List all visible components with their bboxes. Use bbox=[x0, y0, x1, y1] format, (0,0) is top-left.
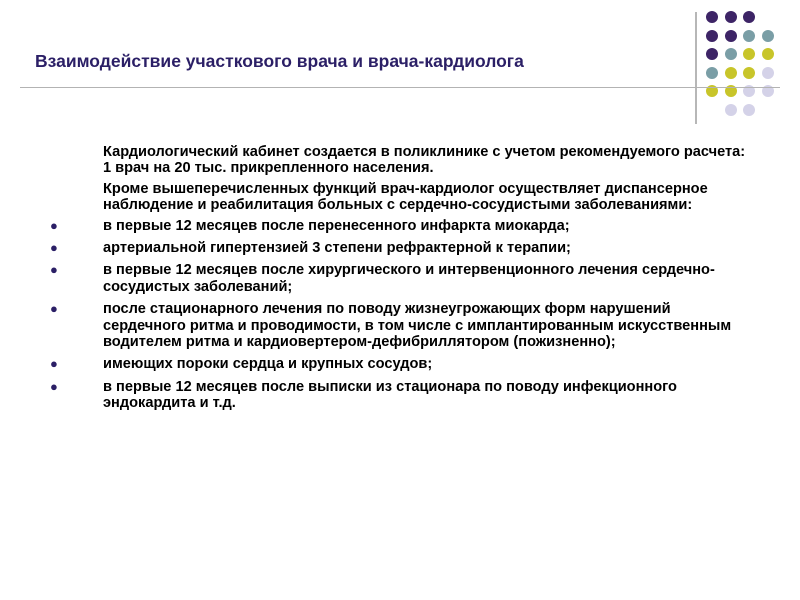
decorative-dot bbox=[762, 48, 774, 60]
decorative-dot bbox=[762, 30, 774, 42]
bullet-text: в первые 12 месяцев после хирургического и интервенционного лечения сердечно-сосудистых заболеваний; bbox=[103, 262, 715, 295]
slide-body bbox=[50, 144, 755, 418]
decorative-dot bbox=[725, 11, 737, 23]
decorative-dot bbox=[706, 67, 718, 79]
decorative-dot bbox=[725, 67, 737, 79]
decorative-dot bbox=[762, 67, 774, 79]
bullet-dot-icon: ● bbox=[50, 356, 58, 372]
decorative-dot bbox=[743, 104, 755, 116]
bullet-text: имеющих пороки сердца и крупных сосудов; bbox=[103, 356, 433, 373]
decorative-dot bbox=[725, 30, 737, 42]
bullet-dot-icon: ● bbox=[50, 378, 58, 394]
title-underline bbox=[20, 87, 780, 88]
bullet-text: в первые 12 месяцев после выписки из стационара по поводу инфекционного эндокардита и т.д. bbox=[103, 378, 677, 412]
bullet-text: артериальной гипертензией 3 степени рефрактерной к терапии; bbox=[103, 240, 571, 257]
decorative-dot bbox=[706, 48, 718, 60]
bullet-item bbox=[50, 379, 755, 412]
decorative-dot bbox=[743, 30, 755, 42]
bullet-item bbox=[50, 356, 755, 372]
decorative-dot bbox=[743, 67, 755, 79]
decorative-dot bbox=[725, 104, 737, 116]
bullet-item bbox=[50, 301, 755, 350]
bullet-dot-icon: ● bbox=[50, 301, 58, 317]
vertical-divider bbox=[695, 12, 697, 124]
bullet-dot-icon: ● bbox=[50, 240, 58, 256]
intro-paragraph: Кардиологический кабинет создается в поликлинике с учетом рекомендуемого расчета: 1 врач на 20 тыс. прикрепленного населения. bbox=[103, 144, 746, 177]
bullet-list bbox=[50, 218, 755, 412]
decorative-dot bbox=[743, 11, 755, 23]
bullet-text: после стационарного лечения по поводу жизнеугрожающих форм нарушений сердечного ритма и проводимости, в том числе с имплантированным искусственным водителем ритма и кардиовертером-дефибриллятором (пожизненно); bbox=[103, 301, 732, 351]
decorative-dot bbox=[706, 30, 718, 42]
bullet-text: в первые 12 месяцев после перенесенного инфаркта миокарда; bbox=[103, 217, 570, 234]
bullet-dot-icon: ● bbox=[50, 262, 58, 278]
decorative-dot bbox=[743, 48, 755, 60]
slide-title: Взаимодействие участкового врача и врача-кардиолога bbox=[35, 51, 524, 71]
decorative-dot bbox=[706, 11, 718, 23]
bullet-item bbox=[50, 218, 755, 234]
bullet-dot-icon: ● bbox=[50, 217, 58, 233]
bullet-item bbox=[50, 262, 755, 295]
decorative-dot bbox=[725, 48, 737, 60]
functions-paragraph: Кроме вышеперечисленных функций врач-кардиолог осуществляет диспансерное наблюдение и реабилитация больных с сердечно-сосудистыми заболеваниями: bbox=[103, 180, 708, 214]
bullet-item bbox=[50, 240, 755, 256]
